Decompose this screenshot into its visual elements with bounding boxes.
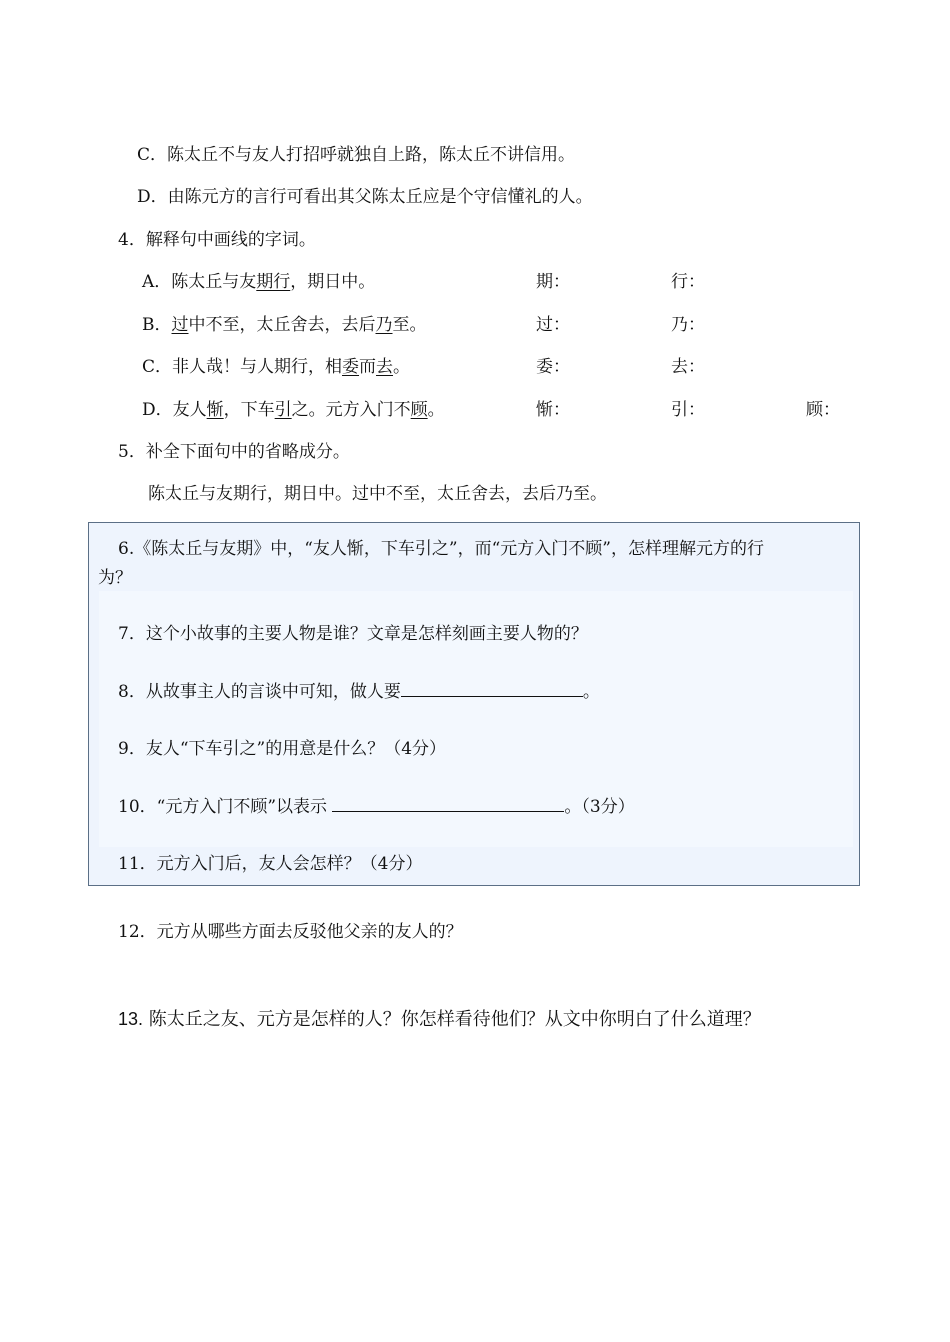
q9: 9．友人“下车引之”的用意是什么？（4分）: [118, 739, 447, 759]
q4-a-key2: 行：: [671, 272, 705, 292]
q4-d-key2: 引：: [671, 400, 705, 420]
q4-item-b: B．过中不至，太丘舍去，去后乃至。: [142, 315, 427, 335]
q4-a-key1: 期：: [536, 272, 570, 292]
q6-line1: 6.《陈太丘与友期》中，“友人惭，下车引之”，而“元方入门不顾”，怎样理解元方的行: [118, 539, 764, 559]
highlighted-question-box: [88, 522, 860, 886]
q3-option-c: C．陈太丘不与友人打招呼就独自上路，陈太丘不讲信用。: [137, 145, 576, 165]
q4-b-key1: 过：: [536, 315, 570, 335]
q10: 10．“元方入门不顾”以表示 。（3分）: [118, 797, 635, 817]
q4-title: 4．解释句中画线的字词。: [118, 230, 316, 250]
q4-c-key2: 去：: [671, 357, 705, 377]
q11: 11．元方入门后，友人会怎样？（4分）: [118, 854, 423, 874]
q8-answer-blank[interactable]: [401, 680, 583, 697]
q13: 13. 陈太丘之友、元方是怎样的人？你怎样看待他们？从文中你明白了什么道理？: [118, 1009, 761, 1030]
q3-option-d: D．由陈元方的言行可看出其父陈太丘应是个守信懂礼的人。: [137, 187, 593, 207]
q5-sentence: 陈太丘与友期行，期日中。过中不至，太丘舍去，去后乃至。: [148, 484, 607, 504]
q7: 7．这个小故事的主要人物是谁？文章是怎样刻画主要人物的？: [118, 624, 588, 644]
q12: 12．元方从哪些方面去反驳他父亲的友人的？: [118, 922, 463, 942]
q6-line2: 为？: [98, 568, 132, 588]
q4-item-a: A．陈太丘与友期行，期日中。: [142, 272, 376, 292]
q4-item-d: D．友人惭，下车引之。元方入门不顾。: [142, 400, 445, 420]
q4-item-c: C．非人哉！与人期行，相委而去。: [142, 357, 411, 377]
q10-answer-blank[interactable]: [332, 795, 564, 812]
q4-d-key1: 惭：: [536, 400, 570, 420]
q5-title: 5．补全下面句中的省略成分。: [118, 442, 350, 462]
q4-b-key2: 乃：: [671, 315, 705, 335]
q8: 8．从故事主人的言谈中可知，做人要 。: [118, 682, 600, 702]
q4-c-key1: 委：: [536, 357, 570, 377]
q4-d-key3: 顾：: [806, 400, 840, 420]
